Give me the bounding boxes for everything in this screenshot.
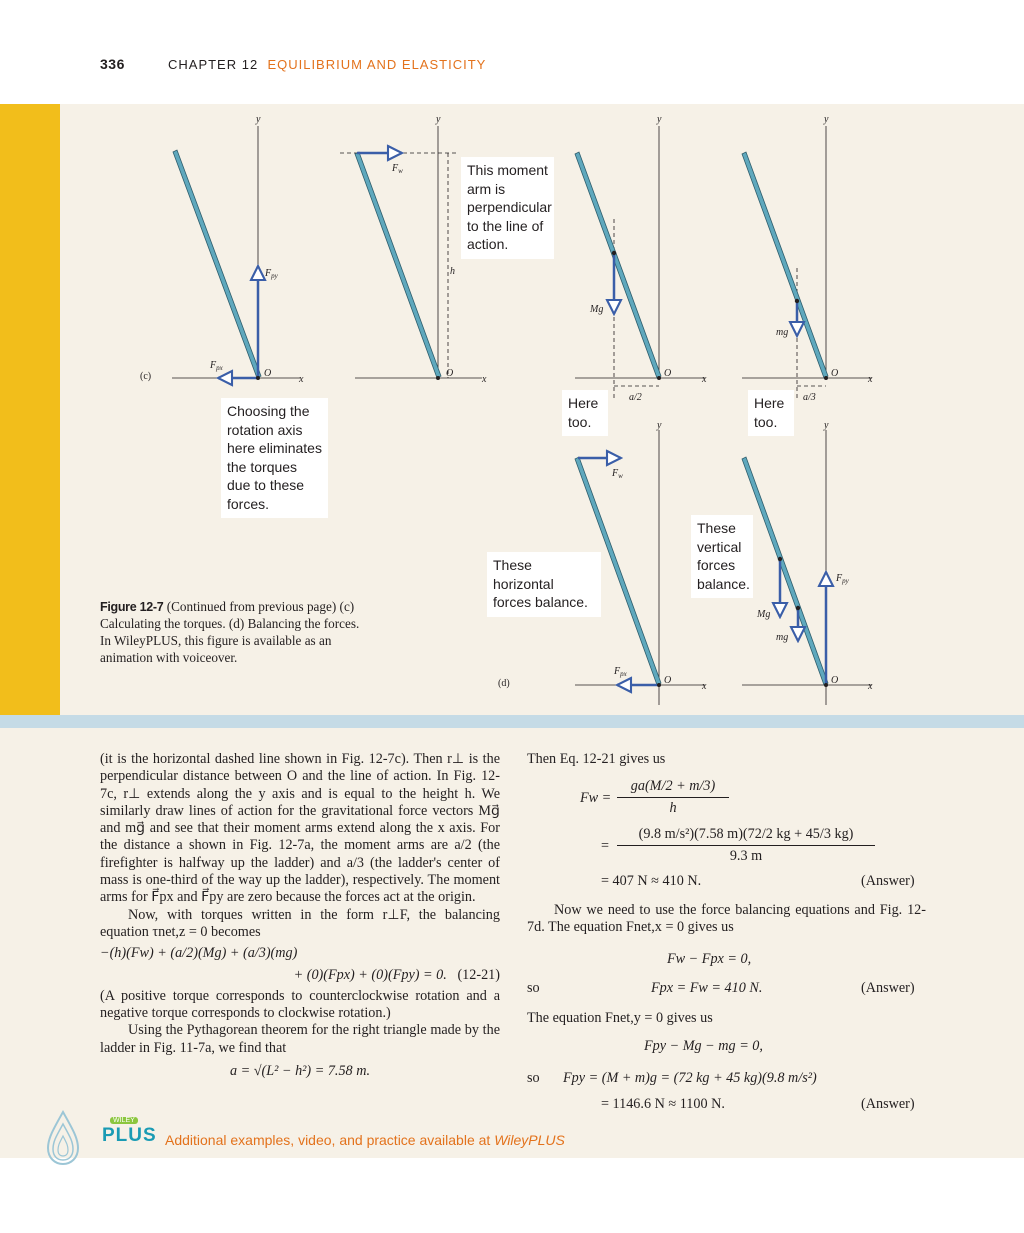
- eq-y2: Fpy = (M + m)g = (72 kg + 45 kg)(9.8 m/s²): [563, 1070, 817, 1086]
- fw-numeric-denominator: 9.3 m: [729, 848, 763, 864]
- eq-y3: = 1146.6 N ≈ 1100 N.: [601, 1096, 725, 1112]
- svg-text:Fw: [391, 163, 403, 175]
- chapter-label: CHAPTER 12: [168, 57, 259, 72]
- fw-numeric-fraction: [617, 826, 875, 865]
- label-panel-d: (d): [498, 678, 510, 689]
- label-origin: O: [664, 675, 672, 686]
- equation-1-line-2: [100, 967, 500, 984]
- panel-c-1: [140, 114, 304, 385]
- eq-x2: Fpx = Fw = 410 N.: [651, 980, 763, 996]
- fw-fraction: [617, 778, 729, 817]
- svg-text:Fw: [611, 468, 623, 480]
- svg-text:Fpy: [264, 268, 279, 280]
- footer-label: Additional examples, video, and practice available at: [165, 1132, 491, 1148]
- label-x: x: [702, 374, 707, 385]
- panel-d-2: [742, 420, 873, 705]
- blue-separator-bar: [0, 715, 1024, 728]
- chapter-title: EQUILIBRIUM AND ELASTICITY: [267, 57, 487, 72]
- eq-x1: Fw − Fpx = 0,: [667, 951, 752, 967]
- callout-here-too-2: Here too.: [748, 390, 794, 436]
- label-fpx-sub: px: [216, 364, 223, 372]
- label-y: y: [657, 114, 662, 125]
- panel-c-4: [742, 114, 873, 403]
- so-1: so: [527, 980, 540, 996]
- label-fpy: F: [836, 573, 843, 584]
- label-fpy: F: [265, 268, 272, 279]
- label-fw-sub: w: [618, 472, 623, 480]
- label-h: h: [450, 266, 455, 277]
- wileyplus-logo[interactable]: PLUS: [102, 1125, 157, 1146]
- paragraph-3: (A positive torque corresponds to counterclockwise rotation and a negative torque corresponds to clockwise rotation.): [100, 987, 500, 1022]
- callout-rotation-axis: Choosing the rotation axis here eliminates the torques due to these forces.: [221, 398, 328, 518]
- wiley-logo-badge: WILEY: [110, 1117, 138, 1124]
- callout-horizontal: These horizontal forces balance.: [487, 552, 601, 617]
- caption-text: (Continued from previous page) (c) Calculating the torques. (d) Balancing the forces. In WileyPLUS, this figure is available as an animation with voiceover.: [100, 599, 360, 665]
- label-fw-sub: w: [398, 167, 403, 175]
- label-fpx: F: [614, 666, 621, 677]
- panel-c-3: [575, 114, 707, 403]
- water-drop-icon: [44, 1108, 82, 1168]
- label-origin: O: [264, 368, 272, 379]
- answer-3: (Answer): [861, 1096, 915, 1112]
- label-x: x: [299, 374, 304, 385]
- label-origin: O: [831, 368, 839, 379]
- label-y: y: [436, 114, 441, 125]
- fw-lhs: Fw =: [580, 790, 612, 806]
- label-origin: O: [446, 368, 454, 379]
- label-fpx-sub: px: [620, 670, 627, 678]
- label-mg: mg: [776, 327, 789, 338]
- label-origin: O: [831, 675, 839, 686]
- so-2: so: [527, 1070, 540, 1086]
- equation-2: a = √(L² − h²) = 7.58 m.: [230, 1063, 370, 1080]
- footer-text: [165, 1132, 565, 1148]
- label-panel-c: (c): [140, 371, 152, 382]
- label-x: x: [868, 374, 873, 385]
- y-balance-paragraph: The equation Fnet,y = 0 gives us: [527, 1010, 713, 1026]
- label-fw: F: [392, 163, 399, 174]
- paragraph-4: Using the Pythagorean theorem for the right triangle made by the ladder in Fig. 11-7a, we find that: [100, 1022, 500, 1056]
- label-a-half: a/2: [629, 392, 642, 403]
- label-x: x: [868, 681, 873, 692]
- footer-brand-link[interactable]: WileyPLUS: [494, 1132, 565, 1148]
- label-fpx: F: [210, 360, 217, 371]
- right-intro: Then Eq. 12-21 gives us: [527, 751, 666, 767]
- equation-1-body: + (0)(Fpx) + (0)(Fpy) = 0.: [293, 966, 447, 983]
- svg-text:Fpx: [613, 666, 628, 678]
- label-x: x: [702, 681, 707, 692]
- label-Mg: Mg: [757, 609, 771, 620]
- fw-numerator: ga(M/2 + m/3): [617, 778, 729, 798]
- label-fw: F: [612, 468, 619, 479]
- callout-here-too-1: Here too.: [562, 390, 608, 436]
- svg-text:Fpy: [835, 573, 850, 585]
- figure-caption: [100, 598, 370, 666]
- label-y: y: [657, 420, 662, 431]
- answer-1: (Answer): [861, 873, 915, 889]
- label-x: x: [482, 374, 487, 385]
- left-column: [100, 751, 500, 1080]
- callout-vertical: These vertical forces balance.: [691, 515, 753, 598]
- fw-numeric-numerator: (9.8 m/s²)(7.58 m)(72/2 kg + 45/3 kg): [617, 826, 875, 846]
- label-fpy-sub: py: [271, 272, 278, 280]
- eq-y1: Fpy − Mg − mg = 0,: [644, 1038, 763, 1054]
- chapter-heading: [168, 57, 486, 72]
- fw-result: = 407 N ≈ 410 N.: [601, 873, 702, 889]
- caption-label: Figure 12-7: [100, 600, 164, 614]
- label-a-third: a/3: [803, 392, 816, 403]
- eq-sign: =: [601, 838, 610, 854]
- label-fpy-sub: py: [842, 577, 849, 585]
- answer-2: (Answer): [861, 980, 915, 996]
- fw-denominator: h: [669, 800, 677, 816]
- label-y: y: [824, 114, 829, 125]
- label-Mg: Mg: [590, 304, 604, 315]
- label-y: y: [824, 420, 829, 431]
- equation-1-line-1: −(h)(Fw) + (a/2)(Mg) + (a/3)(mg): [100, 945, 298, 962]
- force-balance-paragraph: Now we need to use the force balancing equations and Fig. 12-7d. The equation Fnet,x = 0 gives us: [527, 902, 926, 936]
- label-y: y: [256, 114, 261, 125]
- label-mg: mg: [776, 632, 789, 643]
- paragraph-2: Now, with torques written in the form r⊥F, the balancing equation τnet,z = 0 becomes: [100, 906, 500, 940]
- label-origin: O: [664, 368, 672, 379]
- paragraph-1: (it is the horizontal dashed line shown in Fig. 12-7c). Then r⊥ is the perpendicular distance between O and the line of action. In Fig. 12-7c, r⊥ extends along the y axis and is equal to the height h. We similarly draw lines of action for the gravitational force vectors Mg⃗ and mg⃗ and see that their moment arms extend along the x axis. For the distance a shown in Fig. 12-7a, the moment arms are a/2 (the firefighter is halfway up the ladder) and a/3 (the ladder's center of mass is one-third of the way up the ladder), respectively. The moment arms for F⃗px and F⃗py are zero because the forces act at the origin.: [100, 751, 500, 906]
- equation-1-number: (12-21): [457, 966, 500, 983]
- svg-text:Fpx: [209, 360, 224, 372]
- page-number: 336: [100, 56, 125, 72]
- callout-moment-arm: This moment arm is perpendicular to the line of action.: [461, 157, 554, 259]
